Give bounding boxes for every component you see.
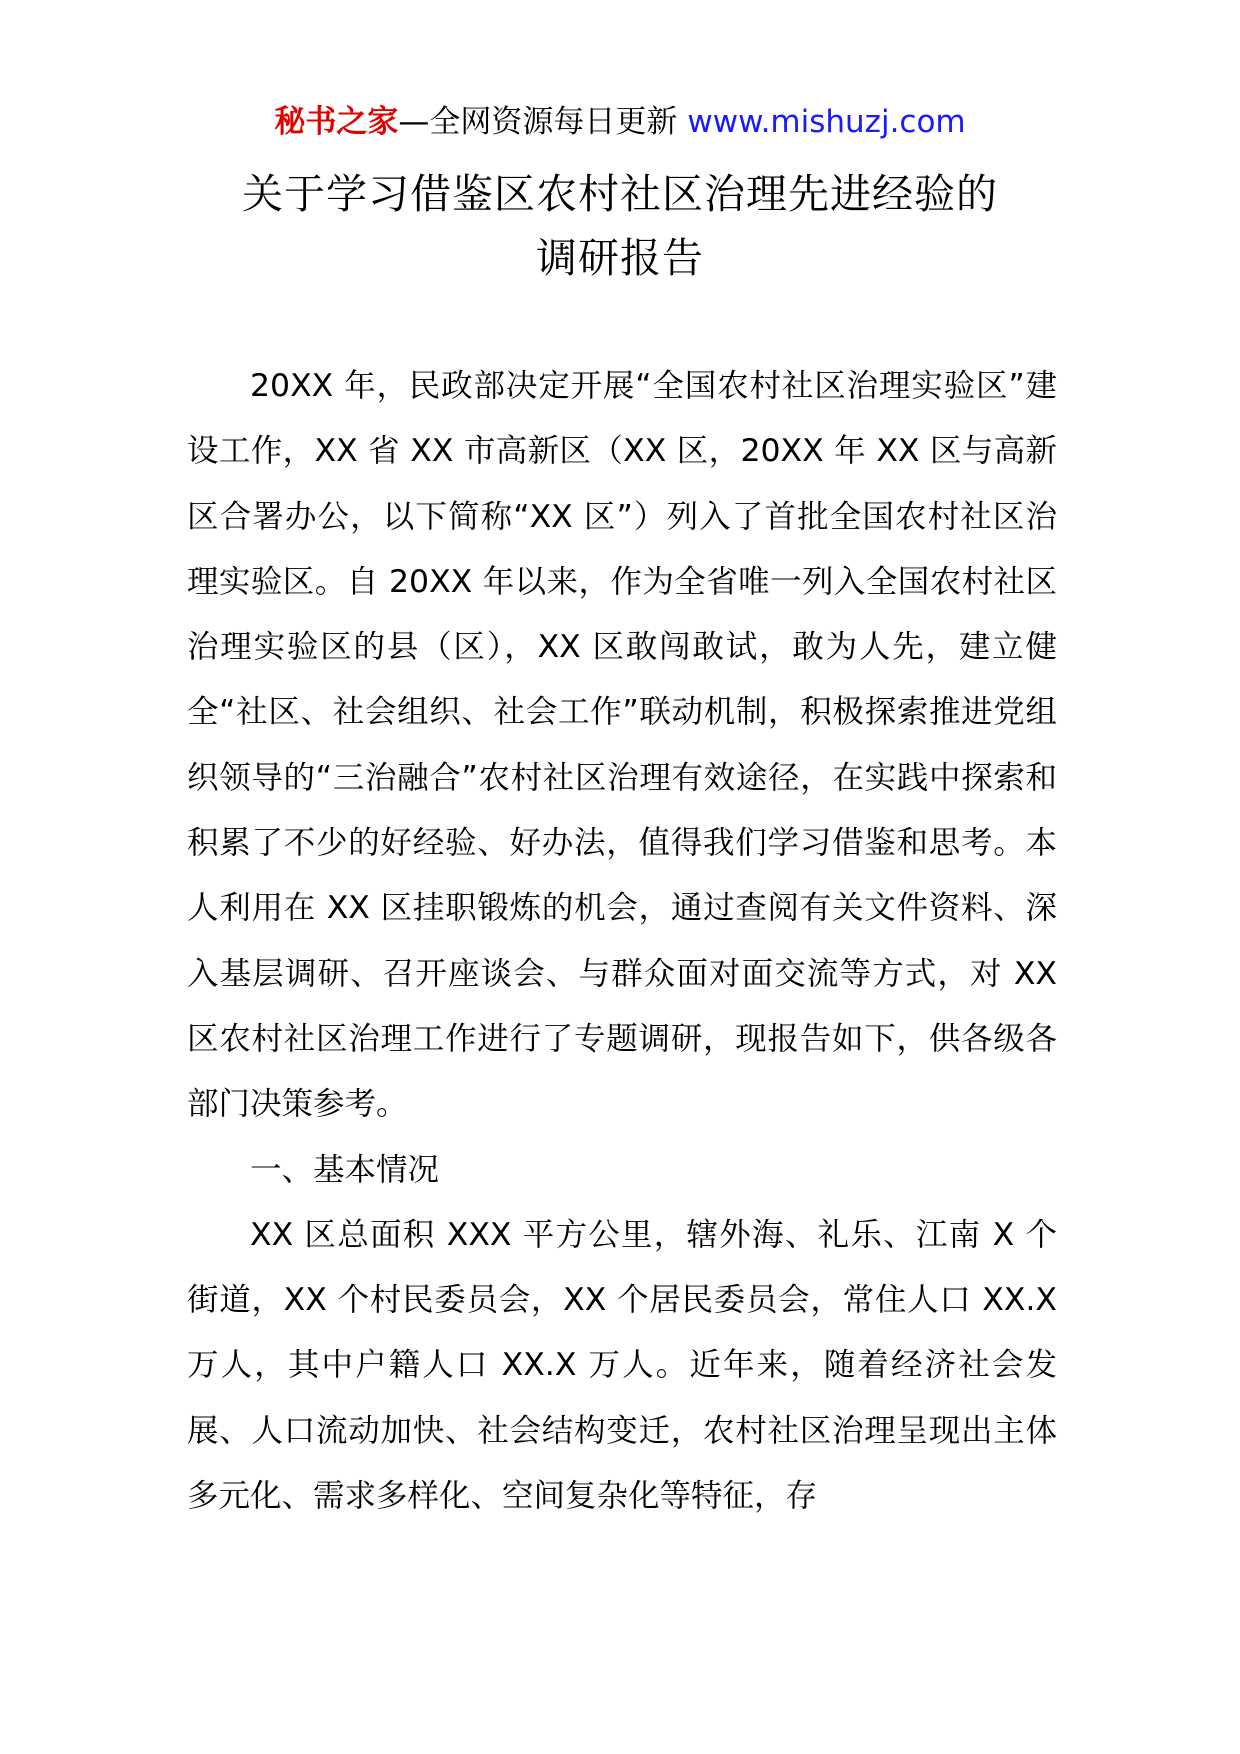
paragraph-intro: 20XX 年，民政部决定开展“全国农村社区治理实验区”建设工作，XX 省 XX 市高新区（XX 区，20XX 年 XX 区与高新区合署办公，以下简称“XX 区”）列入了首批全国农村社区治理实验区。自 20XX 年以来，作为全省唯一列入全国农村社区治理实验区的县（区），XX 区敢闯敢试，敢为人先，建立健全“社区、社会组织、社会工作”联动机制，积极探索推进党组织领导的“三治融合”农村社区治理有效途径，在实践中探索和积累了不少的好经验、好办法，值得我们学习借鉴和思考。本人利用在 XX 区挂职锻炼的机会，通过查阅有关文件资料、深入基层调研、召开座谈会、与群众面对面交流等方式，对 XX 区农村社区治理工作进行了专题调研，现报告如下，供各级各部门决策参考。 xyxy=(187,368,1057,1123)
header-tagline: —全网资源每日更新 xyxy=(398,104,678,140)
section-heading-basic-situation: 一、基本情况 xyxy=(250,1151,440,1188)
paragraph-basic-situation: XX 区总面积 XXX 平方公里，辖外海、礼乐、江南 X 个街道，XX 个村民委员会，XX 个居民委员会，常住人口 XX.X 万人，其中户籍人口 XX.X 万人。近年来，随着经济社会发展、人口流动加快、社会结构变迁，农村社区治理呈现出主体多元化、需求多样化、空间复杂化等特征，存 xyxy=(187,1216,1057,1515)
title-line-2: 调研报告 xyxy=(536,234,704,282)
site-url-link[interactable]: www.mishuzj.com xyxy=(687,104,966,140)
brand-name: 秘书之家 xyxy=(274,104,399,140)
title-line-1: 关于学习借鉴区农村社区治理先进经验的 xyxy=(242,170,998,218)
document-body xyxy=(187,354,1057,1529)
document-title xyxy=(120,162,1120,290)
site-header xyxy=(0,102,1240,142)
